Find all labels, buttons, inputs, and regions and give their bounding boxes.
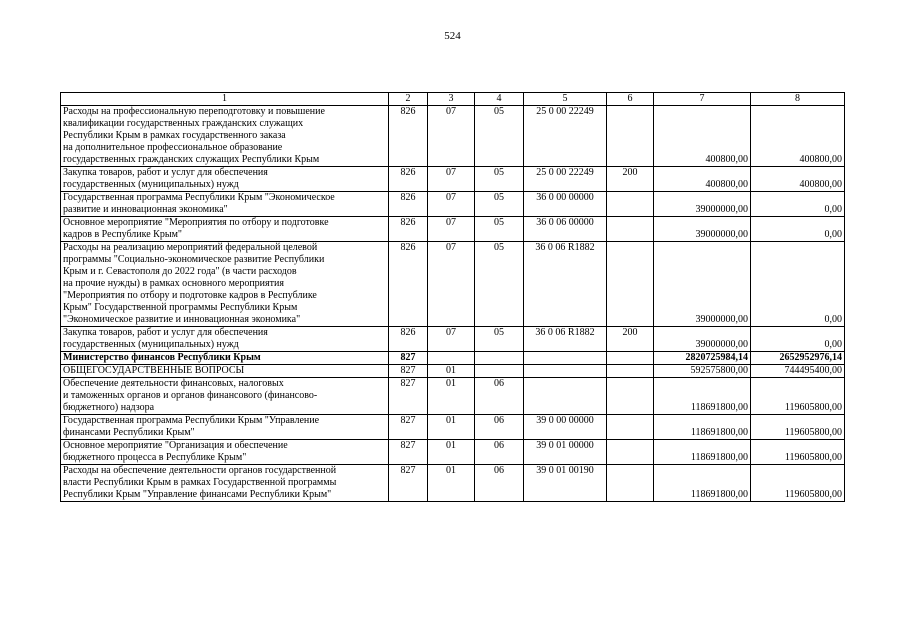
cell-amount-7: 592575800,00 — [654, 365, 751, 378]
cell-name: Закупка товаров, работ и услуг для обеспечения государственных (муниципальных) нужд — [61, 327, 389, 352]
column-header: 7 — [654, 93, 751, 106]
cell-amount-8: 119605800,00 — [751, 465, 845, 502]
cell-code-3: 07 — [428, 217, 475, 242]
budget-table — [60, 92, 845, 502]
cell-code-6: 200 — [607, 327, 654, 352]
cell-code-6 — [607, 106, 654, 167]
cell-code-6 — [607, 352, 654, 365]
column-header: 2 — [389, 93, 428, 106]
cell-code-5: 39 0 01 00190 — [524, 465, 607, 502]
cell-code-2: 826 — [389, 242, 428, 327]
cell-code-5: 36 0 00 00000 — [524, 192, 607, 217]
cell-code-6 — [607, 365, 654, 378]
cell-name: Обеспечение деятельности финансовых, налоговых и таможенных органов и органов финансового (финансово- бюджетного) надзора — [61, 378, 389, 415]
cell-amount-7: 118691800,00 — [654, 378, 751, 415]
cell-code-6 — [607, 217, 654, 242]
cell-code-2: 826 — [389, 167, 428, 192]
cell-code-4 — [475, 352, 524, 365]
cell-code-6 — [607, 415, 654, 440]
cell-name: Основное мероприятие "Мероприятия по отбору и подготовке кадров в Республике Крым" — [61, 217, 389, 242]
cell-amount-8: 0,00 — [751, 192, 845, 217]
table-row — [61, 167, 845, 192]
cell-name: Министерство финансов Республики Крым — [61, 352, 389, 365]
cell-code-6 — [607, 192, 654, 217]
cell-code-3: 01 — [428, 440, 475, 465]
cell-name: Расходы на обеспечение деятельности органов государственной власти Республики Крым в рамках Государственной программы Республики Крым "Управление финансами Республики Крым" — [61, 465, 389, 502]
cell-code-2: 826 — [389, 106, 428, 167]
cell-code-3: 01 — [428, 465, 475, 502]
cell-code-5 — [524, 352, 607, 365]
cell-code-2: 826 — [389, 217, 428, 242]
cell-code-2: 827 — [389, 365, 428, 378]
cell-amount-8: 119605800,00 — [751, 440, 845, 465]
cell-code-3: 07 — [428, 167, 475, 192]
cell-name: Закупка товаров, работ и услуг для обеспечения государственных (муниципальных) нужд — [61, 167, 389, 192]
cell-code-4: 06 — [475, 440, 524, 465]
cell-code-3: 01 — [428, 365, 475, 378]
table-row — [61, 365, 845, 378]
cell-code-3: 07 — [428, 242, 475, 327]
cell-code-5: 39 0 00 00000 — [524, 415, 607, 440]
cell-amount-7: 39000000,00 — [654, 327, 751, 352]
cell-name: Расходы на профессиональную переподготовку и повышение квалификации государственных гражданских служащих Республики Крым в рамках государственного заказа на дополнительное профессиональное образование государственных гражданских служащих Республики Крым — [61, 106, 389, 167]
table-header-row — [61, 93, 845, 106]
column-header: 6 — [607, 93, 654, 106]
cell-code-4: 05 — [475, 192, 524, 217]
cell-amount-7: 118691800,00 — [654, 440, 751, 465]
cell-name: ОБЩЕГОСУДАРСТВЕННЫЕ ВОПРОСЫ — [61, 365, 389, 378]
table-row — [61, 440, 845, 465]
cell-code-3: 01 — [428, 415, 475, 440]
cell-code-6: 200 — [607, 167, 654, 192]
cell-name: Государственная программа Республики Крым "Управление финансами Республики Крым" — [61, 415, 389, 440]
cell-code-4: 05 — [475, 327, 524, 352]
column-header: 1 — [61, 93, 389, 106]
cell-code-5: 36 0 06 R1882 — [524, 242, 607, 327]
cell-amount-8: 744495400,00 — [751, 365, 845, 378]
cell-amount-8: 2652952976,14 — [751, 352, 845, 365]
cell-amount-8: 119605800,00 — [751, 378, 845, 415]
cell-amount-8: 0,00 — [751, 217, 845, 242]
cell-code-6 — [607, 440, 654, 465]
cell-code-4: 05 — [475, 242, 524, 327]
table-row — [61, 465, 845, 502]
cell-code-3: 07 — [428, 192, 475, 217]
table-row — [61, 378, 845, 415]
cell-code-4: 06 — [475, 465, 524, 502]
cell-code-6 — [607, 242, 654, 327]
table-row — [61, 242, 845, 327]
table-row — [61, 192, 845, 217]
cell-amount-8: 400800,00 — [751, 106, 845, 167]
cell-name: Государственная программа Республики Крым "Экономическое развитие и инновационная экономика" — [61, 192, 389, 217]
cell-code-2: 827 — [389, 378, 428, 415]
cell-code-2: 826 — [389, 192, 428, 217]
cell-code-3 — [428, 352, 475, 365]
cell-amount-7: 2820725984,14 — [654, 352, 751, 365]
cell-code-2: 827 — [389, 465, 428, 502]
cell-code-5: 25 0 00 22249 — [524, 106, 607, 167]
cell-amount-7: 118691800,00 — [654, 415, 751, 440]
cell-code-3: 07 — [428, 106, 475, 167]
cell-code-4: 06 — [475, 415, 524, 440]
cell-amount-7: 39000000,00 — [654, 217, 751, 242]
cell-amount-7: 400800,00 — [654, 167, 751, 192]
column-header: 5 — [524, 93, 607, 106]
cell-code-2: 827 — [389, 415, 428, 440]
cell-code-6 — [607, 465, 654, 502]
cell-code-2: 826 — [389, 327, 428, 352]
cell-code-4: 06 — [475, 378, 524, 415]
column-header: 3 — [428, 93, 475, 106]
cell-amount-8: 0,00 — [751, 242, 845, 327]
cell-code-5: 39 0 01 00000 — [524, 440, 607, 465]
cell-amount-7: 118691800,00 — [654, 465, 751, 502]
cell-code-3: 07 — [428, 327, 475, 352]
cell-code-4: 05 — [475, 217, 524, 242]
table-row — [61, 327, 845, 352]
cell-code-6 — [607, 378, 654, 415]
cell-amount-7: 39000000,00 — [654, 242, 751, 327]
cell-name: Расходы на реализацию мероприятий федеральной целевой программы "Социально-экономическое развитие Республики Крым и г. Севастополя до 2022 года" (в части расходов на прочие нужды) в рамках основного мероприятия "Мероприятия по отбору и подготовке кадров в Республике Крым" Государственной программы Республики Крым "Экономическое развитие и инновационная экономика" — [61, 242, 389, 327]
cell-amount-7: 400800,00 — [654, 106, 751, 167]
page-number: 524 — [444, 30, 461, 42]
cell-code-5 — [524, 365, 607, 378]
table-row — [61, 106, 845, 167]
cell-code-4: 05 — [475, 106, 524, 167]
column-header: 4 — [475, 93, 524, 106]
cell-amount-8: 400800,00 — [751, 167, 845, 192]
cell-code-5: 25 0 00 22249 — [524, 167, 607, 192]
table-row — [61, 217, 845, 242]
table-row — [61, 415, 845, 440]
cell-code-4: 05 — [475, 167, 524, 192]
cell-amount-8: 0,00 — [751, 327, 845, 352]
cell-amount-7: 39000000,00 — [654, 192, 751, 217]
cell-code-5: 36 0 06 R1882 — [524, 327, 607, 352]
cell-code-3: 01 — [428, 378, 475, 415]
cell-code-5 — [524, 378, 607, 415]
column-header: 8 — [751, 93, 845, 106]
table-row — [61, 352, 845, 365]
cell-code-4 — [475, 365, 524, 378]
cell-name: Основное мероприятие "Организация и обеспечение бюджетного процесса в Республике Крым" — [61, 440, 389, 465]
cell-code-2: 827 — [389, 440, 428, 465]
cell-code-5: 36 0 06 00000 — [524, 217, 607, 242]
cell-code-2: 827 — [389, 352, 428, 365]
cell-amount-8: 119605800,00 — [751, 415, 845, 440]
